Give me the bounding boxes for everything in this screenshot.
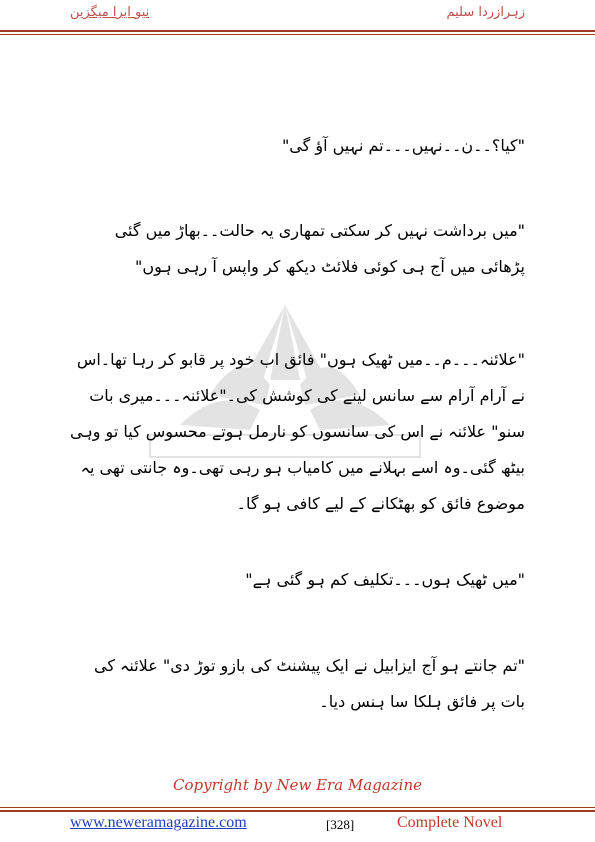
paragraph-5: "تم جانتے ہو آج ایزابیل نے ایک پیشنٹ کی بازو توڑ دی" علائنہ کی بات پر فائق ہلکا سا ہنس دیا۔	[93, 656, 525, 711]
header-rule-thick	[0, 30, 595, 32]
footer-page-number: [328]	[326, 817, 355, 832]
paragraph-4: "میں ٹھیک ہوں۔۔۔تکلیف کم ہو گئی ہے"	[245, 570, 525, 589]
paragraph-2: "میں برداشت نہیں کر سکتی تمھاری یہ حالت۔۔بھاڑ میں گئی پڑھائی میں آج ہی کوئی فلائٹ دیکھ کر واپس آ رہی ہوں"	[114, 221, 525, 276]
footer-rule-thick	[0, 810, 595, 812]
header-author: زہرازردا سلیم	[446, 5, 525, 20]
paragraph-1: "کیا؟۔۔ن۔۔نہیں۔۔۔تم نہیں آؤ گی"	[281, 136, 525, 155]
header-rule-thin	[0, 34, 595, 35]
footer-rule-thin	[0, 807, 595, 808]
footer-website-link[interactable]: www.neweramagazine.com	[70, 814, 247, 831]
copyright-notice: Copyright by New Era Magazine	[173, 776, 422, 794]
header-magazine-link[interactable]: نیو ایرا میگزین	[70, 5, 150, 20]
footer-category: Complete Novel	[397, 814, 503, 831]
paragraph-3: "علائنہ۔۔۔م۔۔میں ٹھیک ہوں" فائق اب خود پر قابو کر رہا تھا۔اس نے آرام آرام سے سانس لینے کی کوشش کی۔"علائنہ۔۔۔میری بات سنو" علائنہ نے اس کی سانسوں کو نارمل ہوتے محسوس کیا تو وہی بیٹھ گئی۔وہ اسے بہلانے میں کامیاب ہو رہی تھی۔وہ جانتی تھی یہ موضوع فائق کو بھٹکانے کے لیے کافی ہو گا۔	[70, 350, 525, 513]
